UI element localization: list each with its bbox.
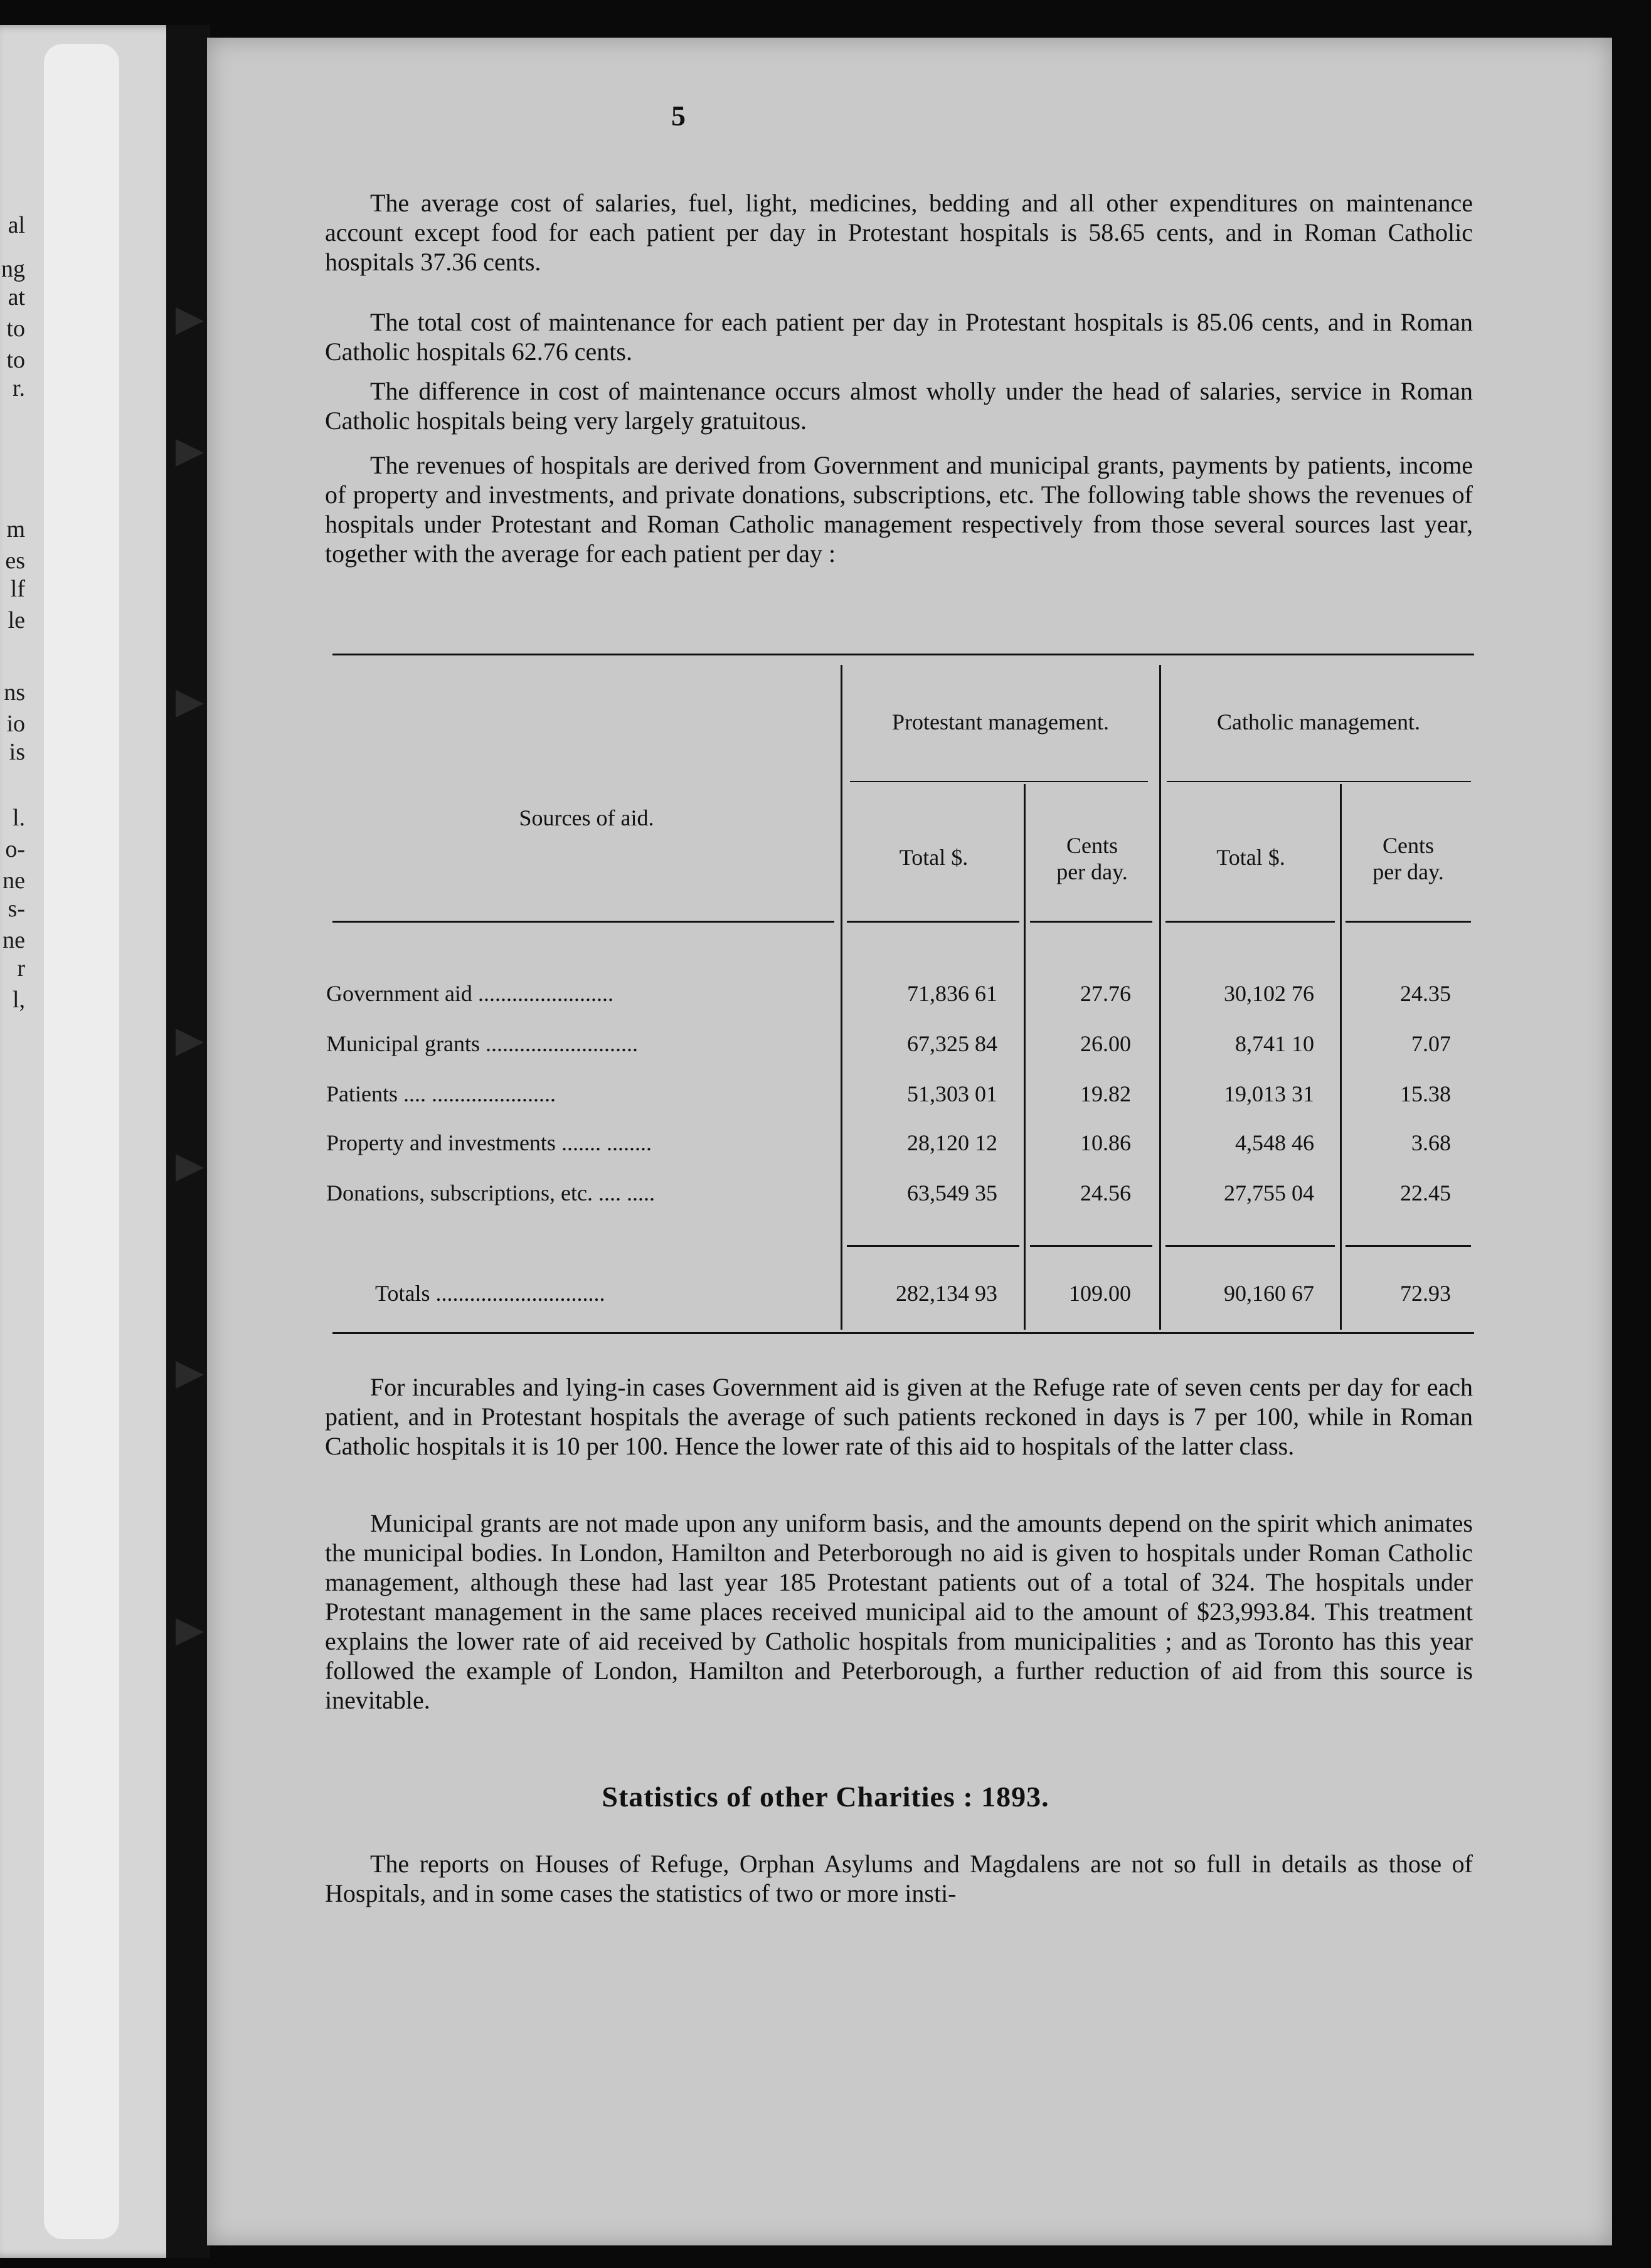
binding-notch bbox=[176, 307, 204, 335]
protestant-cents-sum: 109.00 bbox=[1069, 1281, 1131, 1306]
binding-notch bbox=[176, 690, 204, 718]
prev-page-fragment: is bbox=[9, 739, 25, 765]
torn-paper-margin bbox=[44, 44, 119, 2239]
prev-page-fragment: ng bbox=[1, 256, 25, 282]
prev-page-fragment: o- bbox=[5, 836, 25, 862]
row-label: Government aid bbox=[326, 981, 472, 1006]
protestant-cents: 10.86 bbox=[1080, 1130, 1131, 1155]
prev-page-fragment: es bbox=[5, 548, 25, 574]
catholic-cents: 22.45 bbox=[1400, 1180, 1451, 1206]
table-header-rule bbox=[1165, 921, 1335, 923]
previous-page-edge bbox=[0, 25, 182, 2258]
prev-page-fragment: s- bbox=[8, 896, 25, 922]
table-header-rule bbox=[332, 921, 834, 923]
leader-dots: ........................ bbox=[477, 981, 613, 1006]
binding-notch bbox=[176, 1618, 204, 1646]
catholic-total: 27,755 04 bbox=[1224, 1180, 1314, 1206]
protestant-cents: 26.00 bbox=[1080, 1031, 1131, 1056]
table-group-rule bbox=[1167, 781, 1471, 782]
binding-notch bbox=[176, 1154, 204, 1182]
book-spine-gutter bbox=[166, 25, 210, 2258]
leader-dots: .... ...................... bbox=[403, 1081, 556, 1106]
header-cents-catholic bbox=[1342, 832, 1474, 885]
table-sum-rule bbox=[1165, 1245, 1335, 1247]
catholic-cents: 3.68 bbox=[1411, 1130, 1451, 1155]
prev-page-fragment: le bbox=[8, 607, 25, 633]
header-cents-protestant bbox=[1026, 832, 1158, 885]
catholic-cents: 7.07 bbox=[1411, 1031, 1451, 1056]
per-day-label: per day. bbox=[1372, 859, 1444, 884]
header-total-catholic: Total $. bbox=[1216, 845, 1285, 870]
protestant-cents: 19.82 bbox=[1080, 1081, 1131, 1106]
prev-page-fragment: ne bbox=[3, 867, 25, 894]
prev-page-fragment: to bbox=[6, 315, 25, 342]
protestant-total: 67,325 84 bbox=[907, 1031, 997, 1056]
table-header-rule bbox=[1030, 921, 1152, 923]
per-day-label: per day. bbox=[1056, 859, 1128, 884]
table-group-rule bbox=[850, 781, 1148, 782]
catholic-cents-sum: 72.93 bbox=[1400, 1281, 1451, 1306]
cents-label: Cents bbox=[1382, 833, 1434, 858]
protestant-cents: 27.76 bbox=[1080, 981, 1131, 1006]
prev-page-fragment: r. bbox=[12, 375, 25, 401]
binding-notch bbox=[176, 439, 204, 467]
header-protestant: Protestant management. bbox=[892, 709, 1109, 734]
protestant-total: 28,120 12 bbox=[907, 1130, 997, 1155]
paragraph-municipal-grants: Municipal grants are not made upon any uniform basis, and the amounts depend on the spirit which animates the municipal bodies. In London, Hamilton and Peterborough no aid is given to hospitals under Roman Catholic management, although these had last year 185 Protestant patients out of a total of 324. The hospitals under Protestant management in the same places received municipal aid to the amount of $23,993.84. This treatment explains the lower rate of aid received by Catholic hospitals from municipalities ; and as Toronto has this year followed the example of London, Hamilton and Peterborough, a further reduction of aid from this source is inevitable. bbox=[325, 1509, 1473, 1714]
table-sum-rule bbox=[1346, 1245, 1471, 1247]
paragraph-total-cost: The total cost of maintenance for each patient per day in Protestant hospitals is 85.06 cents, and in Roman Catholic hospitals 62.76 cents. bbox=[325, 308, 1473, 366]
prev-page-fragment: io bbox=[6, 711, 25, 737]
prev-page-fragment: m bbox=[6, 516, 25, 543]
table-sum-rule bbox=[1030, 1245, 1152, 1247]
leader-dots: ........................... bbox=[485, 1031, 638, 1056]
cents-label: Cents bbox=[1066, 833, 1118, 858]
prev-page-fragment: l. bbox=[12, 805, 25, 831]
table-header-rule bbox=[1346, 921, 1471, 923]
row-label: Property and investments bbox=[326, 1130, 556, 1155]
prev-page-fragment: r bbox=[17, 955, 25, 982]
paragraph-incurables: For incurables and lying-in cases Government aid is given at the Refuge rate of seven cents per day for each patient, and in Protestant hospitals the average of such patients reckoned in days is 7 per 100, while in Roman Catholic hospitals it is 10 per 100. Hence the lower rate of this aid to hospitals of the latter class. bbox=[325, 1373, 1473, 1460]
catholic-total: 19,013 31 bbox=[1224, 1081, 1314, 1106]
table-column-divider bbox=[1159, 665, 1161, 1330]
catholic-total-sum: 90,160 67 bbox=[1224, 1281, 1314, 1306]
table-column-divider bbox=[841, 665, 842, 1330]
table-column-divider bbox=[1340, 784, 1342, 1330]
table-top-rule bbox=[332, 654, 1474, 655]
row-label: Donations, subscriptions, etc. bbox=[326, 1180, 593, 1206]
table-bottom-rule bbox=[332, 1332, 1474, 1334]
paragraph-revenues: The revenues of hospitals are derived from Government and municipal grants, payments by patients, income of property and investments, and private donations, subscriptions, etc. The following table shows the revenues of hospitals under Protestant and Roman Catholic management respectively from those several sources last year, together with the average for each patient per day : bbox=[325, 451, 1473, 568]
binding-notch bbox=[176, 1361, 204, 1389]
table-column-divider bbox=[1024, 784, 1026, 1330]
catholic-cents: 15.38 bbox=[1400, 1081, 1451, 1106]
binding-notch bbox=[176, 1029, 204, 1056]
paragraph-other-charities: The reports on Houses of Refuge, Orphan Asylums and Magdalens are not so full in details as those of Hospitals, and in some cases the statistics of two or more insti- bbox=[325, 1850, 1473, 1907]
leader-dots: .............................. bbox=[435, 1281, 605, 1306]
catholic-total: 30,102 76 bbox=[1224, 981, 1314, 1006]
header-total-protestant: Total $. bbox=[899, 845, 969, 870]
prev-page-fragment: at bbox=[8, 284, 25, 310]
prev-page-fragment: lf bbox=[10, 576, 25, 602]
section-heading: Statistics of other Charities : 1893. bbox=[602, 1781, 1049, 1813]
protestant-total: 51,303 01 bbox=[907, 1081, 997, 1106]
row-label: Patients bbox=[326, 1081, 398, 1106]
protestant-total-sum: 282,134 93 bbox=[896, 1281, 997, 1306]
prev-page-fragment: l, bbox=[12, 987, 25, 1013]
catholic-cents: 24.35 bbox=[1400, 981, 1451, 1006]
prev-page-fragment: to bbox=[6, 347, 25, 373]
prev-page-fragment: ns bbox=[4, 679, 25, 706]
protestant-total: 71,836 61 bbox=[907, 981, 997, 1006]
page-number: 5 bbox=[671, 100, 686, 132]
table-header-rule bbox=[847, 921, 1019, 923]
leader-dots: ....... ........ bbox=[561, 1130, 652, 1155]
row-label: Municipal grants bbox=[326, 1031, 480, 1056]
paragraph-difference: The difference in cost of maintenance occurs almost wholly under the head of salaries, service in Roman Catholic hospitals being very largely gratuitous. bbox=[325, 377, 1473, 435]
catholic-total: 8,741 10 bbox=[1235, 1031, 1314, 1056]
leader-dots: .... ..... bbox=[598, 1180, 655, 1206]
protestant-total: 63,549 35 bbox=[907, 1180, 997, 1206]
header-catholic: Catholic management. bbox=[1217, 709, 1420, 734]
catholic-total: 4,548 46 bbox=[1235, 1130, 1314, 1155]
header-sources: Sources of aid. bbox=[519, 805, 654, 830]
table-sum-rule bbox=[847, 1245, 1019, 1247]
totals-label: Totals bbox=[375, 1281, 430, 1306]
prev-page-fragment: ne bbox=[3, 927, 25, 953]
prev-page-fragment: al bbox=[8, 212, 25, 238]
protestant-cents: 24.56 bbox=[1080, 1180, 1131, 1206]
paragraph-maintenance-cost: The average cost of salaries, fuel, light, medicines, bedding and all other expenditures on maintenance account except food for each patient per day in Protestant hospitals is 58.65 cents, and in Roman Catholic hospitals 37.36 cents. bbox=[325, 189, 1473, 276]
